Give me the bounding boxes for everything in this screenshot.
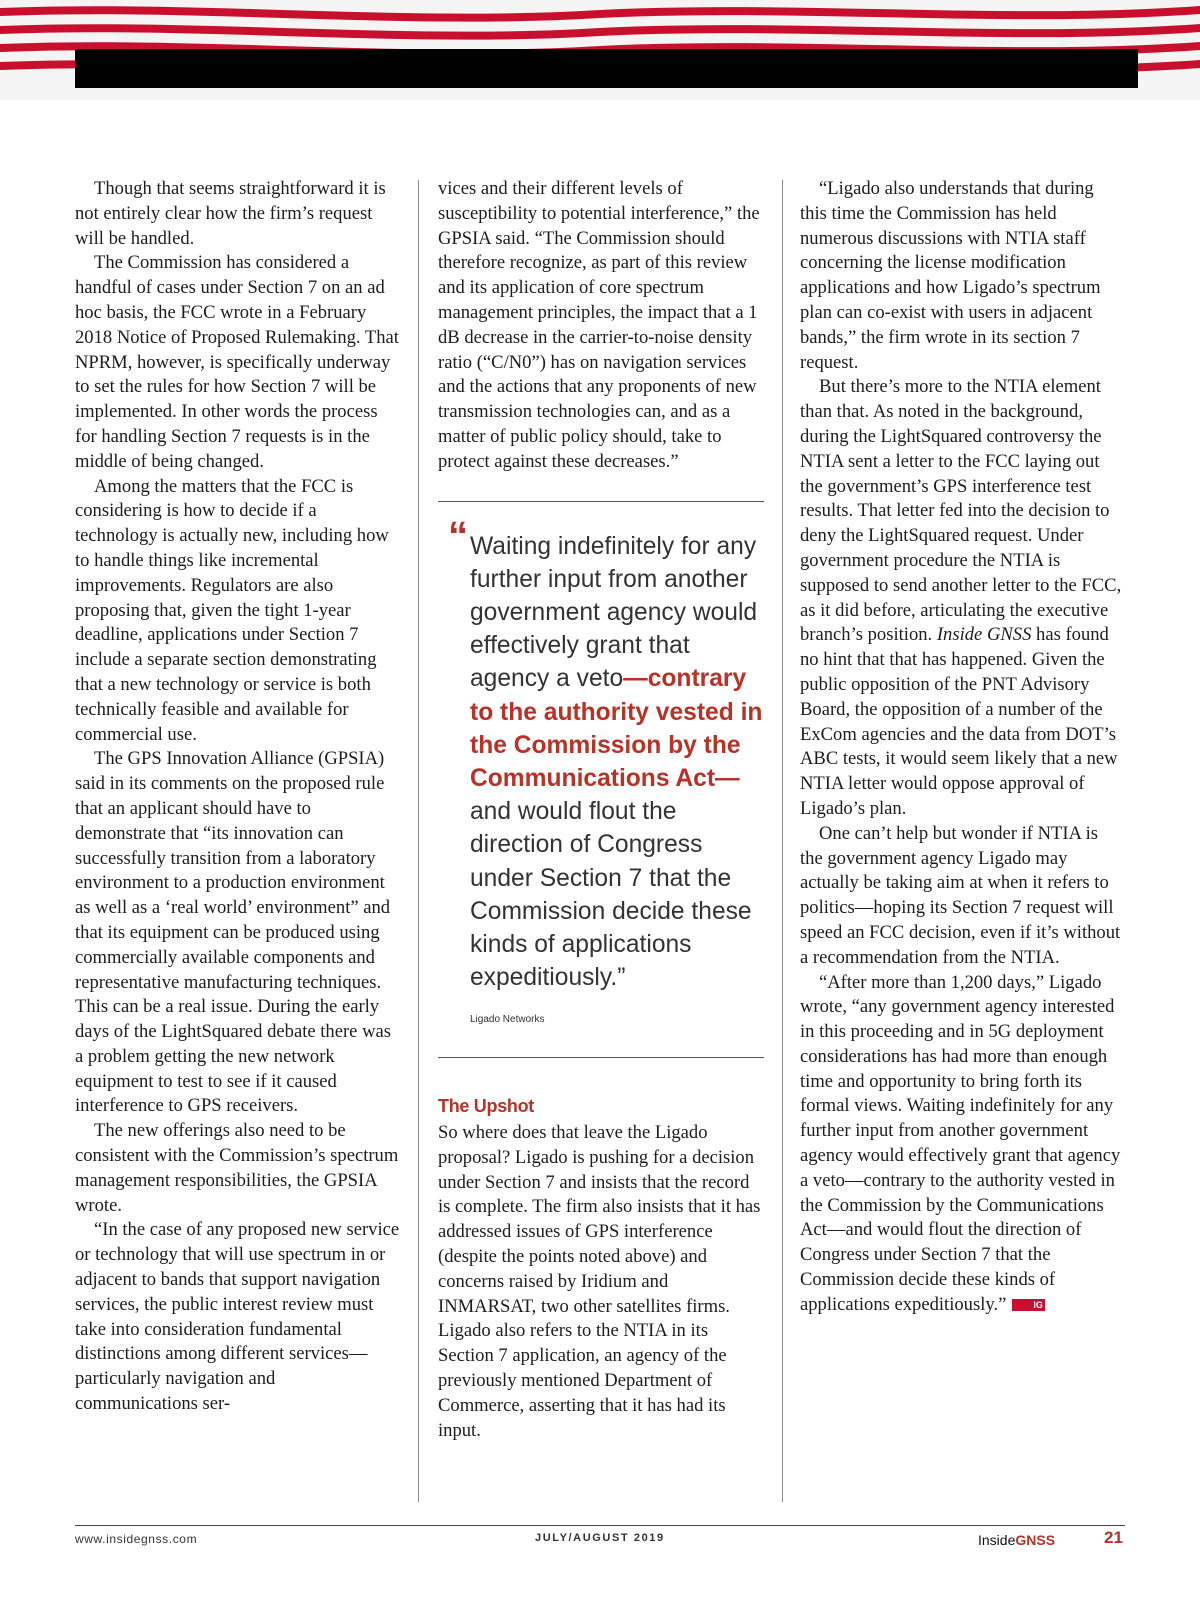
paragraph: Among the matters that the FCC is considering is how to decide if a technology is actually new, including how to handle things like incremental improvements. Regulators are also proposing that, given the tight 1-year deadline, applications under Section 7 include a separate section demonstrating that a new technology or service is both technically feasible and available for commercial use.: [75, 475, 389, 745]
paragraph: One can’t help but wonder if NTIA is the government agency Ligado may actually be taking aim at when it refers to politics—hoping its Section 7 request will speed an FCC decision, even if it’s without a recommendation from the NTIA.: [800, 822, 1121, 968]
text-run: “After more than 1,200 days,” Ligado wrote, “any government agency interested in this proceeding and in 5G deployment considerations has had more than enough time and opportunity to bring forth its formal views. Waiting indefinitely for any further input from another government agency would effectively grant that agency a veto—contrary to the authority vested in the Commission by the Communications Act—and would flout the direction of Congress under Section 7 that the Commission decide these kinds of applications expeditiously.”: [800, 971, 1121, 1315]
pullquote-bottom-rule: [438, 1057, 764, 1058]
pull-quote-tail: and would flout the direction of Congress under Section 7 that the Commission decide these kinds of applications expeditiously.”: [470, 798, 752, 992]
article-column-2: [438, 177, 764, 1443]
footer-issue-date: JULY/AUGUST 2019: [535, 1532, 665, 1544]
paragraph: Though that seems straightforward it is not entirely clear how the firm’s request will be handled.: [75, 178, 386, 249]
section-subhead: The Upshot: [438, 1096, 534, 1117]
quote-mark-icon: “: [448, 513, 468, 558]
pullquote-top-rule: [438, 501, 764, 502]
paragraph: [800, 375, 1125, 821]
article-column-1: [75, 177, 402, 1417]
column-divider: [782, 180, 783, 1502]
footer-url: www.insidegnss.com: [75, 1532, 198, 1546]
column-divider: [418, 180, 419, 1502]
paragraph: So where does that leave the Ligado proposal? Ligado is pushing for a decision under Section 7 and insists that the record is complete. The firm also insists that it has addressed issues of GPS interference (despite the points noted above) and concerns raised by Iridium and INMARSAT, two other satellites firms. Ligado also refers to the NTIA in its Section 7 application, an agency of the previously mentioned Department of Commerce, asserting that it has had its input.: [438, 1122, 761, 1441]
brand-prefix: Inside: [978, 1532, 1016, 1548]
paragraph: [800, 971, 1125, 1318]
pull-quote-source: Ligado Networks: [470, 1014, 545, 1026]
paragraph: The GPS Innovation Alliance (GPSIA) said in its comments on the proposed rule that an applicant should have to demonstrate that “its innovation can successfully transition from a laboratory environment to a production environment as well as a ‘real world’ environment” and that its equipment can be produced using commercially available components and representative manufacturing techniques. This can be a real issue. During the early days of the LightSquared debate there was a problem getting the new network equipment to test to see if it caused interference to GPS receivers.: [75, 748, 391, 1117]
publication-name: Inside GNSS: [936, 624, 1032, 646]
header-black-bar: [75, 49, 1138, 88]
footer-brand: [978, 1532, 1055, 1548]
pull-quote-highlight: —contrary to the authority vested in the Commission by the Communications Act—: [470, 665, 763, 792]
pull-quote: [438, 513, 764, 1034]
paragraph: The Commission has considered a handful of cases under Section 7 on an ad hoc basis, the FCC wrote in a February 2018 Notice of Proposed Rulemaking. That NPRM, however, is specifically underway to set the rules for how Section 7 will be implemented. In other words the process for handling Section 7 requests is in the middle of being changed.: [75, 252, 399, 472]
page-number: 21: [1104, 1528, 1123, 1547]
brand-suffix: GNSS: [1015, 1532, 1056, 1548]
paragraph: vices and their different levels of susceptibility to potential interference,” the GPSIA said. “The Commission should therefore recognize, as part of this review and its application of core spectrum management principles, the impact that a 1 dB decrease in the carrier-to-noise density ratio (“C/N0”) has on navigation services and the actions that any proponents of new transmission technologies can, and as a matter of public policy should, take to protect against these decreases.”: [438, 178, 760, 472]
article-column-3: [800, 177, 1125, 1318]
text-run: has found no hint that that has happened. Given the public opposition of the PNT Advisory Board, the opposition of a number of the ExCom agencies and the data from DOT’s ABC tests, it would seem likely that a new NTIA letter would oppose approval of Ligado’s plan.: [800, 624, 1118, 819]
footer-rule: [75, 1525, 1125, 1526]
paragraph: The new offerings also need to be consistent with the Commission’s spectrum management responsibilities, the GPSIA wrote.: [75, 1120, 399, 1216]
paragraph: “In the case of any proposed new service or technology that will use spectrum in or adjacent to bands that support navigation services, the public interest review must take into consideration fundamental distinctions among different services—particularly navigation and communications ser-: [75, 1219, 400, 1415]
end-mark-icon: IG: [1012, 1299, 1045, 1311]
paragraph: “Ligado also understands that during this time the Commission has held numerous discussions with NTIA staff concerning the license modification applications and how Ligado’s spectrum plan can co-exist with users in adjacent bands,” the firm wrote in its section 7 request.: [800, 178, 1101, 373]
pull-quote-lead: Waiting indefinitely for any further input from another government agency would effectively grant that agency a veto: [470, 532, 758, 693]
pull-quote-text: [470, 530, 764, 995]
text-run: But there’s more to the NTIA element than that. As noted in the background, during the LightSquared controversy the NTIA sent a letter to the FCC laying out the government’s GPS interference test results. That letter fed into the decision to deny the LightSquared request. Under government procedure the NTIA is supposed to send another letter to the FCC, as it did before, articulating the executive branch’s position.: [800, 376, 1122, 646]
